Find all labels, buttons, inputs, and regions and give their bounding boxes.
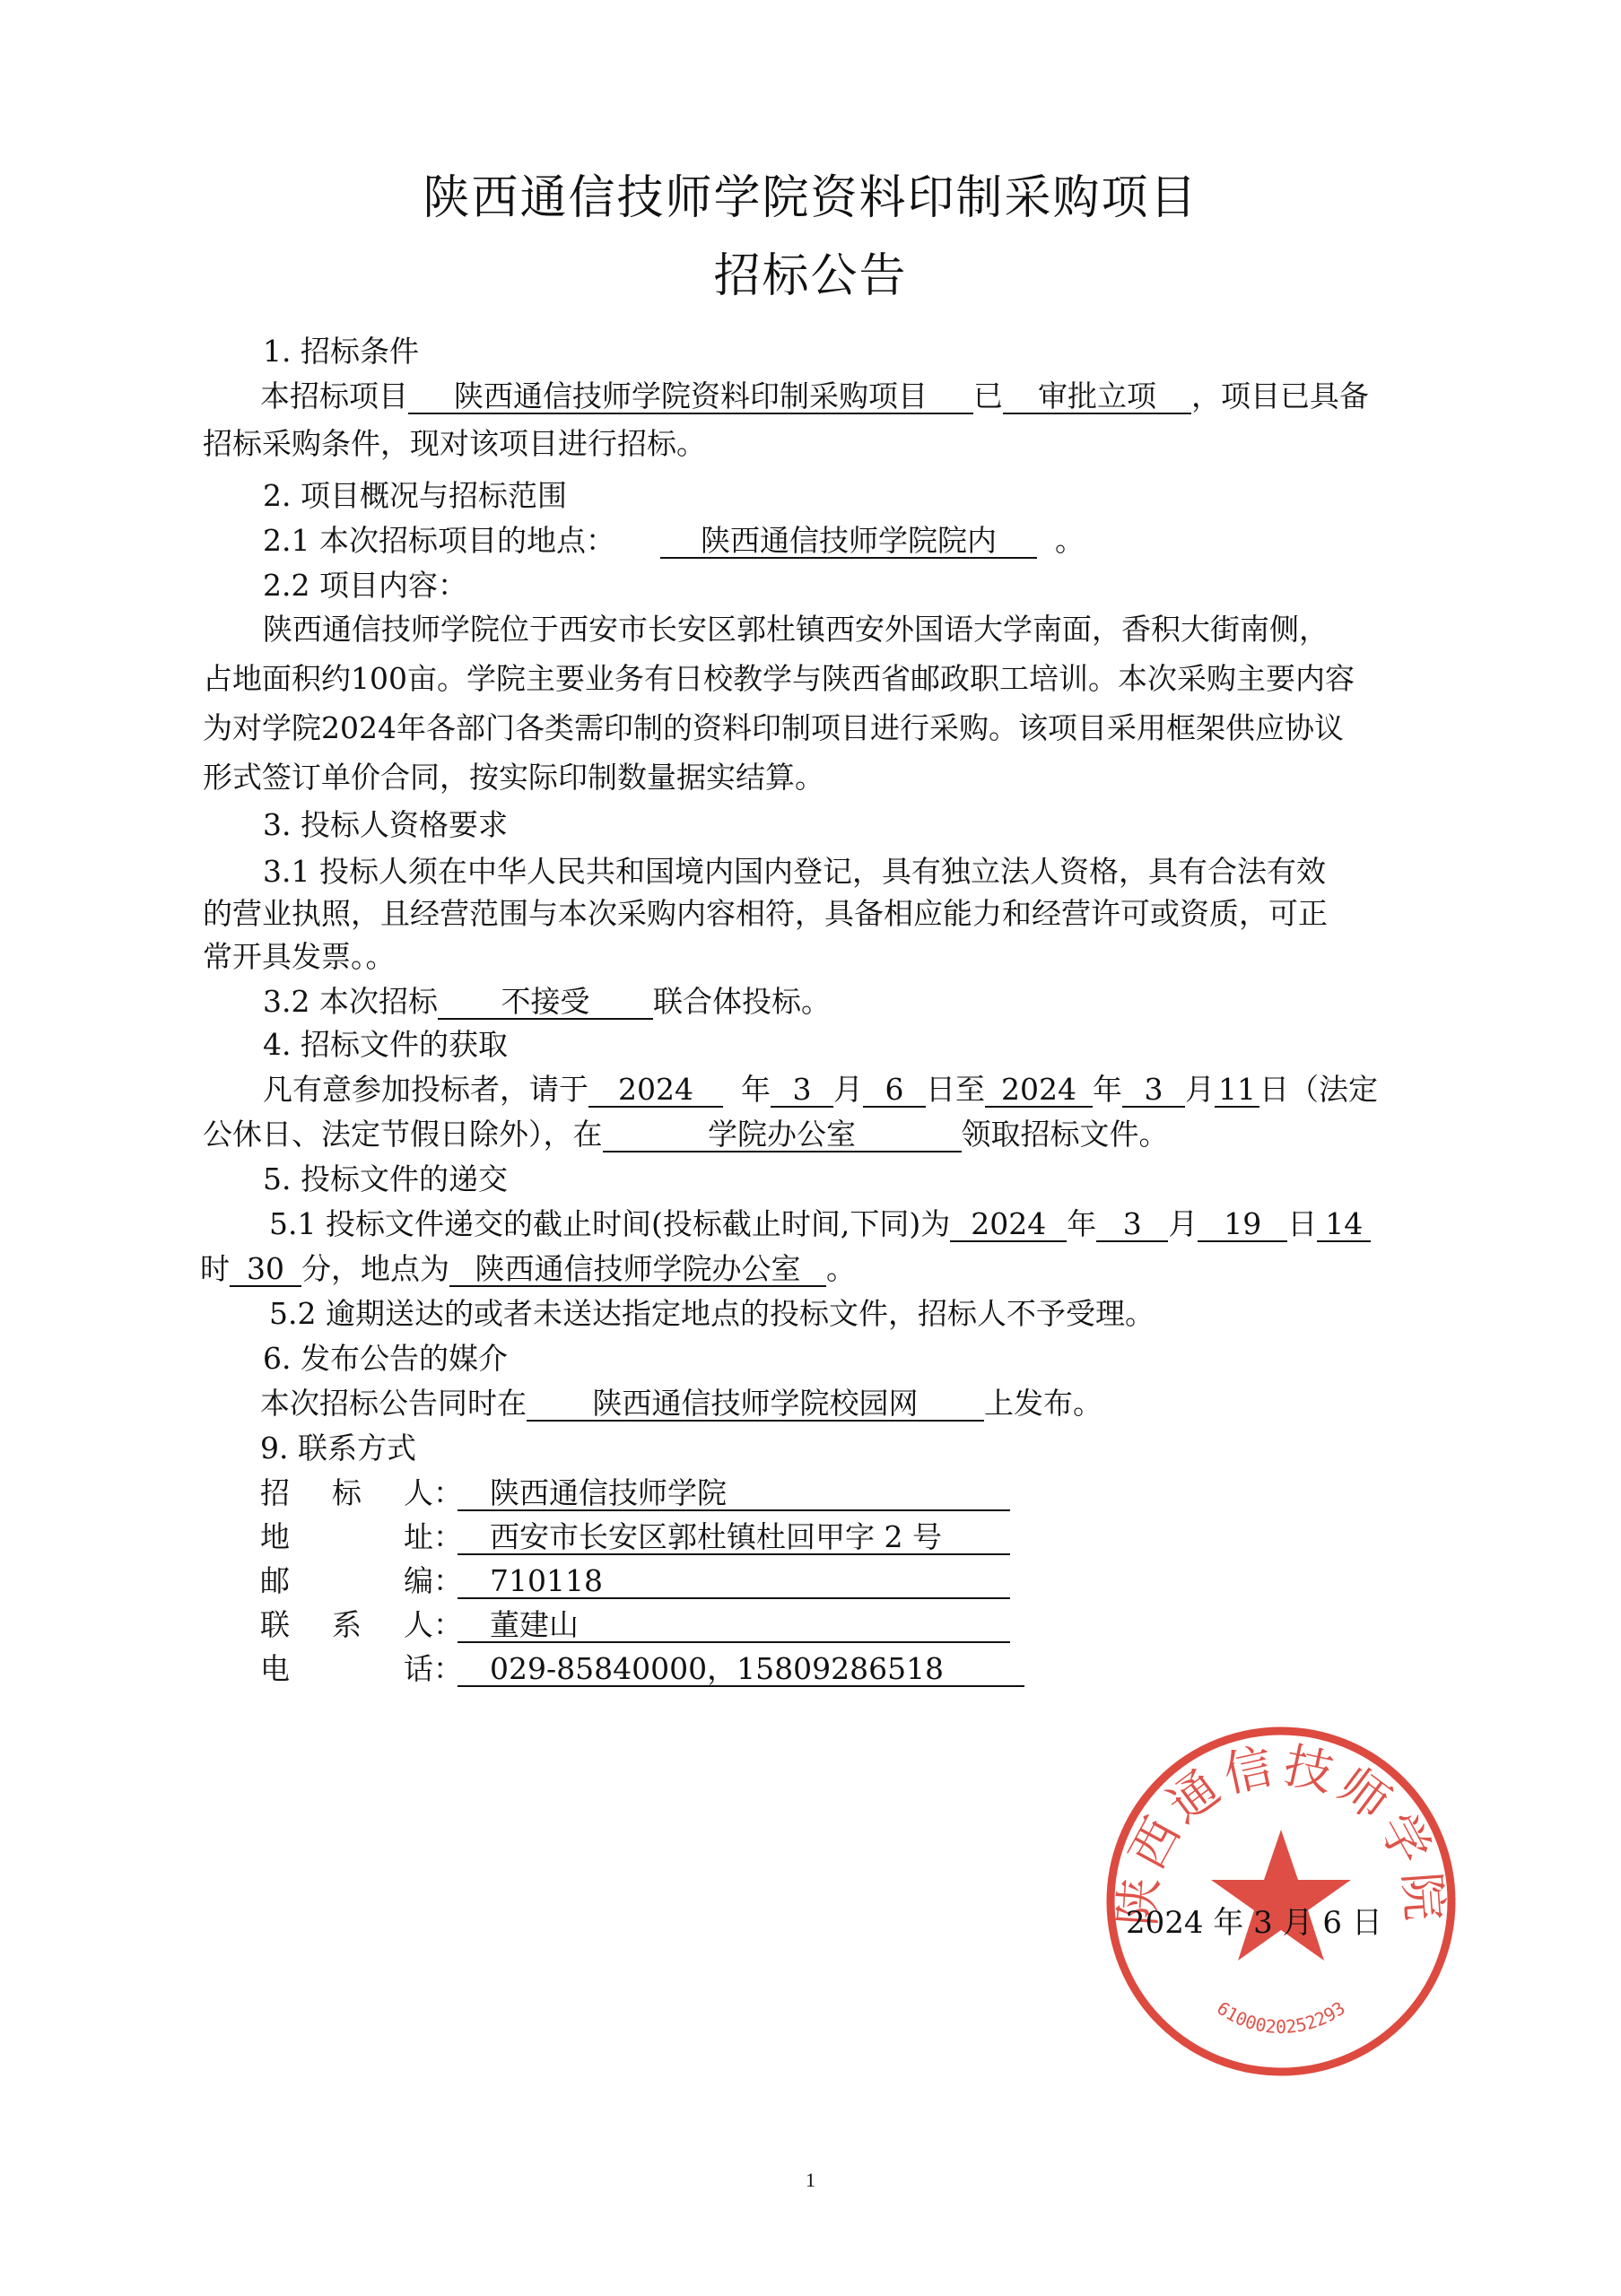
s6-media: 陕西通信技师学院校园网 bbox=[527, 1388, 984, 1422]
s5-1-fen-prefix: 分，地点为 bbox=[301, 1251, 449, 1286]
contact-value-postcode: 710118 bbox=[458, 1566, 1010, 1599]
s6-suffix: 上发布。 bbox=[984, 1386, 1102, 1421]
s5-1-nian: 年 bbox=[1067, 1206, 1097, 1241]
s4-line2-prefix: 公休日、法定节假日除外），在 bbox=[203, 1117, 603, 1152]
s2-1-suffix: 。 bbox=[1054, 523, 1085, 558]
s2-1-location: 陕西通信技师学院院内 bbox=[660, 526, 1037, 559]
s1-mid: 已 bbox=[973, 378, 1003, 413]
s4-day1: 6 bbox=[863, 1074, 926, 1108]
signature-date: 2024 年 3 月 6 日 bbox=[1126, 1905, 1382, 1941]
s5-1-ri: 日 bbox=[1287, 1206, 1318, 1241]
s4-year2: 2024 bbox=[985, 1074, 1093, 1108]
s5-1-shi: 时 bbox=[200, 1251, 230, 1286]
s5-1-year: 2024 bbox=[950, 1209, 1067, 1242]
section3-1-line2: 的营业执照，且经营范围与本次采购内容相符，具备相应能力和经营许可或资质，可正 bbox=[203, 896, 1328, 931]
contact-value-bidder: 陕西通信技师学院 bbox=[458, 1478, 1010, 1511]
section6-heading: 6. 发布公告的媒介 bbox=[263, 1341, 508, 1376]
s4-day2: 11 bbox=[1215, 1074, 1259, 1108]
section1-paragraph-line1 bbox=[260, 378, 1369, 414]
s4-nian1: 年 bbox=[741, 1072, 771, 1107]
s5-1-prefix: 5.1 投标文件递交的截止时间(投标截止时间,下同)为 bbox=[269, 1206, 951, 1241]
s3-2-suffix: 联合体投标。 bbox=[652, 984, 831, 1019]
s5-1-month: 3 bbox=[1096, 1209, 1168, 1242]
section4-line1 bbox=[263, 1074, 1378, 1108]
s1-suffix: ，项目已具备 bbox=[1191, 378, 1369, 413]
section3-heading: 3. 投标人资格要求 bbox=[263, 807, 508, 842]
section3-1-line1: 3.1 投标人须在中华人民共和国境内国内登记，具有独立法人资格，具有合法有效 bbox=[263, 854, 1326, 889]
contact-label: 邮 编： bbox=[260, 1563, 463, 1598]
s4-yue2: 月 bbox=[1185, 1072, 1215, 1107]
section2-2-line2: 占地面积约100亩。学院主要业务有日校教学与陕西省邮政职工培训。本次采购主要内容 bbox=[203, 661, 1355, 696]
s4-place: 学院办公室 bbox=[603, 1119, 962, 1152]
s1-status: 审批立项 bbox=[1003, 381, 1191, 414]
seal-text: 陕西通信技师学院 bbox=[1109, 1736, 1453, 1928]
s5-1-place: 陕西通信技师学院办公室 bbox=[449, 1254, 826, 1287]
section2-2-line3: 为对学院2024年各部门各类需印制的资料印制项目进行采购。该项目采用框架供应协议 bbox=[203, 710, 1344, 745]
section5-1-line1 bbox=[269, 1206, 1371, 1242]
s5-1-minute: 30 bbox=[230, 1254, 301, 1287]
section4-line2 bbox=[203, 1119, 1169, 1152]
s4-year1: 2024 bbox=[588, 1074, 723, 1108]
contact-label: 招 标 人： bbox=[260, 1475, 463, 1510]
contact-value-address: 西安市长安区郭杜镇杜回甲字 2 号 bbox=[458, 1522, 1010, 1555]
section5-1-line2 bbox=[200, 1251, 856, 1287]
contact-row-phone bbox=[260, 1651, 1024, 1687]
s5-1-suffix: 。 bbox=[826, 1251, 856, 1286]
section2-2-line4: 形式签订单价合同，按实际印制数量据实结算。 bbox=[203, 760, 824, 795]
s4-month1: 3 bbox=[771, 1074, 833, 1108]
s2-1-prefix: 2.1 本次招标项目的地点： bbox=[263, 523, 615, 558]
section5-heading: 5. 投标文件的递交 bbox=[263, 1161, 508, 1196]
contact-value-phone: 029-85840000，15809286518 bbox=[458, 1654, 1024, 1687]
seal-number: 6100020252293 bbox=[1213, 1996, 1349, 2038]
s3-2-value: 不接受 bbox=[438, 987, 653, 1020]
s4-tail: （法定 bbox=[1289, 1072, 1378, 1107]
contact-value-person: 董建山 bbox=[458, 1610, 1010, 1643]
contact-label: 电 话： bbox=[260, 1651, 463, 1686]
section9-heading: 9. 联系方式 bbox=[260, 1431, 416, 1465]
section1-heading: 1. 招标条件 bbox=[263, 334, 419, 369]
section1-paragraph-line2: 招标采购条件，现对该项目进行招标。 bbox=[203, 426, 706, 461]
s6-prefix: 本次招标公告同时在 bbox=[260, 1386, 527, 1421]
contact-row-postcode bbox=[260, 1563, 1010, 1599]
contact-label: 地 址： bbox=[260, 1519, 463, 1554]
s5-1-day: 19 bbox=[1198, 1209, 1287, 1242]
section6-line bbox=[260, 1388, 1102, 1422]
s4-prefix: 凡有意参加投标者，请于 bbox=[263, 1072, 588, 1107]
section3-2-line bbox=[263, 984, 831, 1020]
page-number: 1 bbox=[806, 2169, 815, 2191]
s3-2-prefix: 3.2 本次招标 bbox=[263, 984, 438, 1019]
contact-row-address bbox=[260, 1519, 1010, 1555]
s5-1-hour: 14 bbox=[1317, 1209, 1371, 1242]
section3-1-line3: 常开具发票。。 bbox=[203, 939, 396, 974]
contact-row-person bbox=[260, 1607, 1010, 1643]
document-title-line1: 陕西通信技师学院资料印制采购项目 bbox=[423, 171, 1198, 225]
section2-1-line bbox=[263, 523, 1085, 559]
contact-row-bidder bbox=[260, 1475, 1010, 1511]
section4-heading: 4. 招标文件的获取 bbox=[263, 1027, 508, 1062]
section5-2-line: 5.2 逾期送达的或者未送达指定地点的投标文件，招标人不予受理。 bbox=[269, 1296, 1155, 1331]
section2-2-line1: 陕西通信技师学院位于西安市长安区郭杜镇西安外国语大学南面，香积大街南侧， bbox=[263, 612, 1329, 647]
contact-label: 联 系 人： bbox=[260, 1607, 463, 1642]
s4-line2-suffix: 领取招标文件。 bbox=[961, 1117, 1169, 1152]
document-title-line2: 招标公告 bbox=[713, 249, 908, 303]
s4-month2: 3 bbox=[1122, 1074, 1185, 1108]
s5-1-yue: 月 bbox=[1168, 1206, 1198, 1241]
s4-rizhi: 日至 bbox=[926, 1072, 985, 1107]
section2-heading: 2. 项目概况与招标范围 bbox=[263, 478, 567, 513]
s4-ri2: 日 bbox=[1259, 1072, 1289, 1107]
section2-2-heading: 2.2 项目内容： bbox=[263, 568, 467, 603]
s1-project-name: 陕西通信技师学院资料印制采购项目 bbox=[408, 381, 973, 414]
s4-yue1: 月 bbox=[833, 1072, 863, 1107]
s4-nian2: 年 bbox=[1093, 1072, 1122, 1107]
s1-prefix: 本招标项目 bbox=[260, 378, 408, 413]
